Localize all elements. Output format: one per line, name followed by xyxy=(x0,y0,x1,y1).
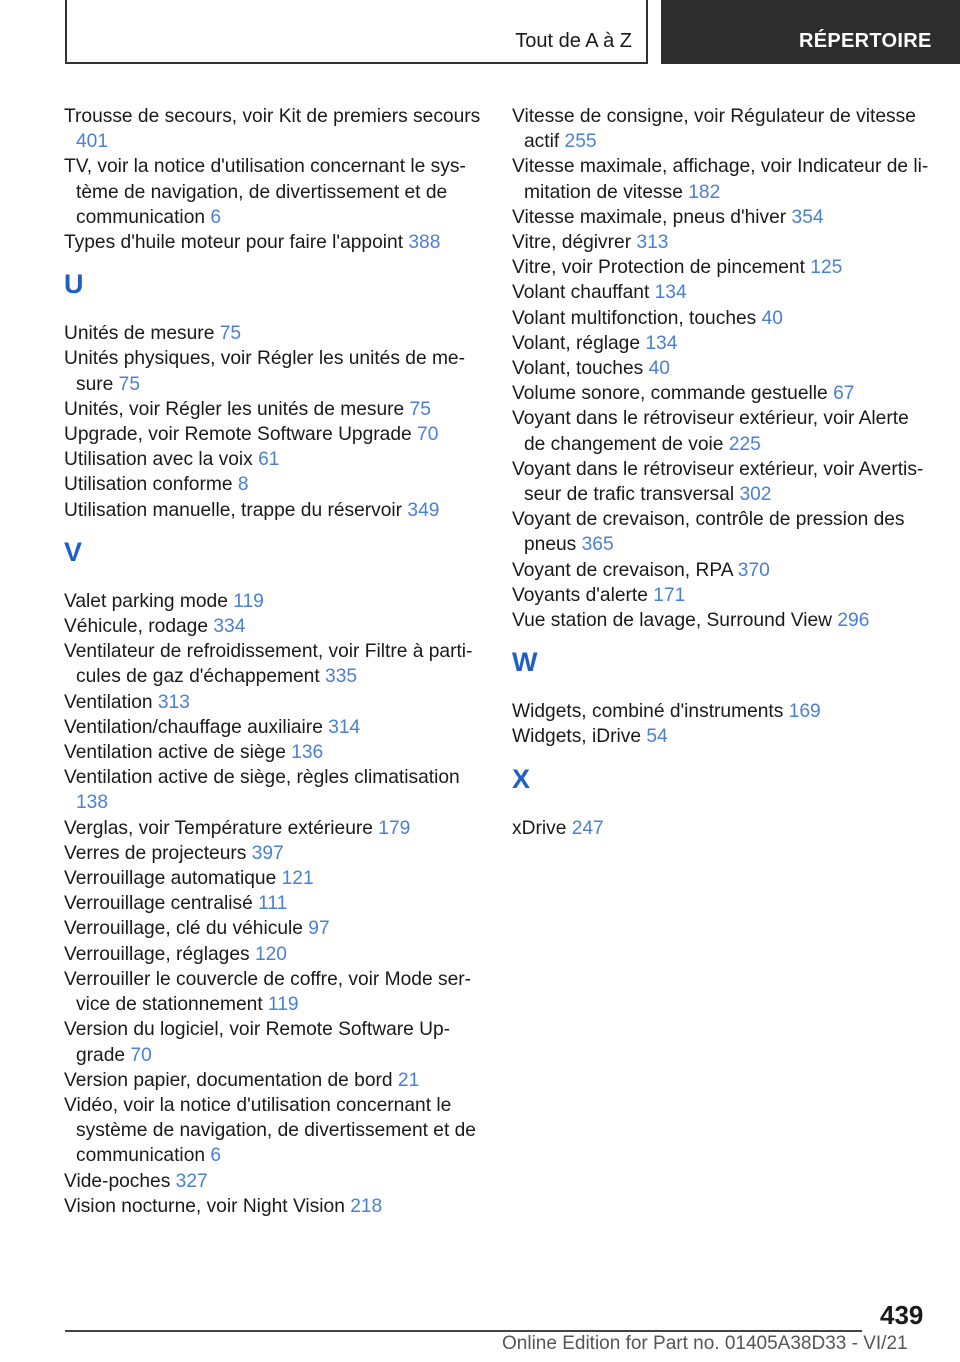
index-page-link[interactable]: 327 xyxy=(175,1170,208,1192)
index-page-link[interactable]: 296 xyxy=(837,610,870,632)
index-letter-heading: W xyxy=(512,647,538,678)
index-page-link[interactable]: 8 xyxy=(237,474,249,496)
index-entry-text: Version du logiciel, voir Remote Software Upgrade xyxy=(64,1019,451,1066)
index-entry xyxy=(512,381,932,406)
index-entry-text: Volant, réglage xyxy=(512,332,641,354)
index-page-link[interactable]: 6 xyxy=(210,206,222,228)
index-entry xyxy=(512,306,932,331)
index-entry xyxy=(512,699,932,724)
index-page-link[interactable]: 61 xyxy=(258,449,280,471)
index-entry-text: Version papier, documentation de bord xyxy=(64,1069,393,1091)
index-page-link[interactable]: 354 xyxy=(791,206,824,228)
index-entry xyxy=(512,356,932,381)
index-entry xyxy=(64,715,484,740)
index-letter-heading: V xyxy=(64,536,83,567)
index-entry-text: Vitesse maximale, pneus d'hiver xyxy=(512,206,787,228)
index-column-left xyxy=(64,104,484,1219)
index-page-link[interactable]: 302 xyxy=(739,484,772,506)
index-page-link[interactable]: 370 xyxy=(737,559,770,581)
index-entry-text: Unités de mesure xyxy=(64,323,215,345)
index-entry xyxy=(64,154,484,230)
footer-divider xyxy=(65,1330,862,1332)
index-entry-text: Upgrade, voir Remote Software Upgrade xyxy=(64,424,412,446)
index-entry-text: Unités physiques, voir Régler les unités de mesure xyxy=(64,348,465,395)
index-entry-text: Ventilation active de siège xyxy=(64,742,286,764)
index-entry-text: Utilisation manuelle, trappe du réservoir xyxy=(64,499,403,521)
index-entry xyxy=(64,397,484,422)
index-entry-text: Vitre, dégivrer xyxy=(512,232,632,254)
index-entry-text: Widgets, iDrive xyxy=(512,726,642,748)
index-page-link[interactable]: 225 xyxy=(728,433,761,455)
index-page-link[interactable]: 6 xyxy=(210,1145,222,1167)
index-entry xyxy=(64,816,484,841)
header-chapter-title: RÉPERTOIRE xyxy=(799,30,932,52)
index-page-link[interactable]: 169 xyxy=(788,701,821,723)
index-page-link[interactable]: 119 xyxy=(268,994,299,1016)
index-entry-text: xDrive xyxy=(512,817,567,839)
index-entry xyxy=(64,1169,484,1194)
index-entry-text: Voyant de crevaison, contrôle de pression des pneus xyxy=(512,509,905,556)
index-entry xyxy=(64,740,484,765)
header-chapter-tab xyxy=(661,0,960,64)
index-page-link[interactable]: 179 xyxy=(378,817,411,839)
index-page-link[interactable]: 75 xyxy=(219,323,242,345)
index-entry xyxy=(512,104,932,154)
index-entry xyxy=(64,866,484,891)
index-page-link[interactable]: 134 xyxy=(654,282,687,304)
index-entry-text: Ventilation active de siège, règles climatisation xyxy=(64,767,460,789)
index-letter-heading: X xyxy=(512,763,531,794)
index-page-link[interactable]: 335 xyxy=(325,666,358,688)
index-page-link[interactable]: 70 xyxy=(417,424,439,446)
index-entry xyxy=(64,104,484,154)
index-entry xyxy=(512,583,932,608)
index-page-link[interactable]: 111 xyxy=(258,893,288,915)
index-entry xyxy=(512,457,932,507)
index-entry xyxy=(64,321,484,346)
index-entry-text: Verglas, voir Température extérieure xyxy=(64,817,373,839)
index-page-link[interactable]: 255 xyxy=(564,131,597,153)
index-entry xyxy=(64,614,484,639)
index-entry xyxy=(512,280,932,305)
index-entry xyxy=(512,331,932,356)
index-entry xyxy=(64,891,484,916)
index-entry-text: Véhicule, rodage xyxy=(64,616,209,638)
index-entry xyxy=(512,558,932,583)
index-page-link[interactable]: 119 xyxy=(233,590,264,612)
index-entry-text: Verres de projecteurs xyxy=(64,842,247,864)
index-entry xyxy=(64,916,484,941)
index-entry xyxy=(64,765,484,815)
index-entry xyxy=(512,154,932,204)
index-entry-text: Vitesse maximale, affichage, voir Indicateur de limitation de vitesse xyxy=(512,156,929,203)
index-entry xyxy=(64,690,484,715)
index-entry xyxy=(512,507,932,557)
index-entry xyxy=(64,967,484,1017)
index-page-link[interactable]: 313 xyxy=(157,691,190,713)
index-entry xyxy=(64,472,484,497)
index-page-link[interactable]: 70 xyxy=(130,1044,152,1066)
index-page-link[interactable]: 388 xyxy=(408,232,441,254)
index-entry-text: Utilisation conforme xyxy=(64,474,233,496)
index-entry xyxy=(64,639,484,689)
index-entry xyxy=(512,608,932,633)
index-entry-text: Verrouillage, clé du véhicule xyxy=(64,918,303,940)
index-entry xyxy=(512,205,932,230)
index-page-link[interactable]: 75 xyxy=(118,373,141,395)
index-page-link[interactable]: 120 xyxy=(254,943,287,965)
index-page-link[interactable]: 75 xyxy=(409,398,431,420)
index-page-link[interactable]: 182 xyxy=(688,181,721,203)
index-entry xyxy=(512,816,932,841)
index-entry-text: Volume sonore, commande gestuelle xyxy=(512,383,828,405)
index-entry-text: Valet parking mode xyxy=(64,590,228,612)
index-entry-text: Vitre, voir Protection de pincement xyxy=(512,257,805,279)
index-entry xyxy=(512,255,932,280)
index-page-link[interactable]: 121 xyxy=(281,868,314,890)
index-entry-text: Voyant de crevaison, RPA xyxy=(512,559,733,581)
index-entry-text: Utilisation avec la voix xyxy=(64,449,253,471)
index-page-link[interactable]: 136 xyxy=(291,742,324,764)
index-entry-text: Volant chauffant xyxy=(512,282,650,304)
index-entry-text: Vision nocturne, voir Night Vision xyxy=(64,1195,345,1217)
index-page-link[interactable]: 401 xyxy=(76,131,109,153)
index-page-link[interactable]: 125 xyxy=(810,257,843,279)
header-section-tab xyxy=(65,0,648,64)
index-page-link[interactable]: 365 xyxy=(581,534,614,556)
index-entry-text: Volant, touches xyxy=(512,358,644,380)
index-entry-text: Voyant dans le rétroviseur extérieur, voir Avertisseur de trafic transversal xyxy=(512,458,924,506)
index-entry-text: Volant multifonction, touches xyxy=(512,307,757,329)
index-entry-text: Vidéo, voir la notice d'utilisation concernant le système de navigation, de divertissement et de communication xyxy=(64,1094,476,1167)
index-page-link[interactable]: 397 xyxy=(251,842,284,864)
index-entry-text: Vitesse de consigne, voir Régulateur de vitesse actif xyxy=(512,106,916,153)
index-page-link[interactable]: 40 xyxy=(648,358,670,380)
index-entry-text: Ventilation xyxy=(64,691,153,713)
index-entry xyxy=(64,346,484,396)
index-entry-text: Verrouiller le couvercle de coffre, voir Mode service de stationnement xyxy=(64,968,472,1016)
index-entry xyxy=(512,406,932,456)
index-page-link[interactable]: 334 xyxy=(213,616,246,638)
index-entry xyxy=(64,1093,484,1169)
index-page-link[interactable]: 54 xyxy=(646,726,668,748)
index-entry-text: Vide-poches xyxy=(64,1170,171,1192)
index-entry-text: TV, voir la notice d'utilisation concernant le système de navigation, de divertissement et de communication xyxy=(64,156,466,228)
index-entry-text: Widgets, combiné d'instruments xyxy=(512,701,784,723)
index-entry-text: Ventilateur de refroidissement, voir Filtre à particules de gaz d'échappement xyxy=(64,641,473,688)
index-entry xyxy=(64,1017,484,1067)
index-entry xyxy=(64,1194,484,1219)
index-entry xyxy=(64,589,484,614)
index-entry-text: Verrouillage automatique xyxy=(64,868,277,890)
index-page-link[interactable]: 314 xyxy=(328,716,361,738)
index-entry xyxy=(512,724,932,749)
index-entry-text: Verrouillage centralisé xyxy=(64,893,253,915)
index-entry xyxy=(64,422,484,447)
page-number: 439 xyxy=(880,1300,924,1330)
index-page-link[interactable]: 138 xyxy=(76,792,109,814)
index-entry-text: Voyants d'alerte xyxy=(512,584,648,606)
index-entry xyxy=(512,230,932,255)
index-entry xyxy=(64,841,484,866)
index-entry-text: Trousse de secours, voir Kit de premiers secours xyxy=(64,106,481,127)
index-entry xyxy=(64,498,484,523)
index-entry xyxy=(64,942,484,967)
index-entry xyxy=(64,230,484,255)
index-page-link[interactable]: 97 xyxy=(308,918,330,940)
index-entry-text: Vue station de lavage, Surround View xyxy=(512,610,833,632)
index-page-link[interactable]: 247 xyxy=(571,817,604,839)
index-entry-text: Ventilation/chauffage auxiliaire xyxy=(64,716,323,738)
index-page-link[interactable]: 21 xyxy=(397,1069,420,1091)
index-page-link[interactable]: 218 xyxy=(350,1195,383,1217)
index-entry-text: Unités, voir Régler les unités de mesure xyxy=(64,398,405,420)
index-page-link[interactable]: 349 xyxy=(407,499,440,521)
header-section-title: Tout de A à Z xyxy=(515,30,632,52)
index-page-link[interactable]: 40 xyxy=(761,307,783,329)
index-page-link[interactable]: 313 xyxy=(636,232,669,254)
index-column-right xyxy=(512,104,932,841)
index-entry-text: Voyant dans le rétroviseur extérieur, voir Alerte de changement de voie xyxy=(512,408,909,455)
index-page-link[interactable]: 171 xyxy=(653,584,686,606)
index-entry xyxy=(64,1068,484,1093)
index-entry xyxy=(64,447,484,472)
footer-edition: Online Edition for Part no. 01405A38D33 - VI/21 xyxy=(502,1333,908,1354)
index-page-link[interactable]: 134 xyxy=(645,332,678,354)
index-page-link[interactable]: 67 xyxy=(833,383,855,405)
index-letter-heading: U xyxy=(64,269,84,300)
index-entry-text: Types d'huile moteur pour faire l'appoint xyxy=(64,232,404,254)
index-entry-text: Verrouillage, réglages xyxy=(64,943,250,965)
